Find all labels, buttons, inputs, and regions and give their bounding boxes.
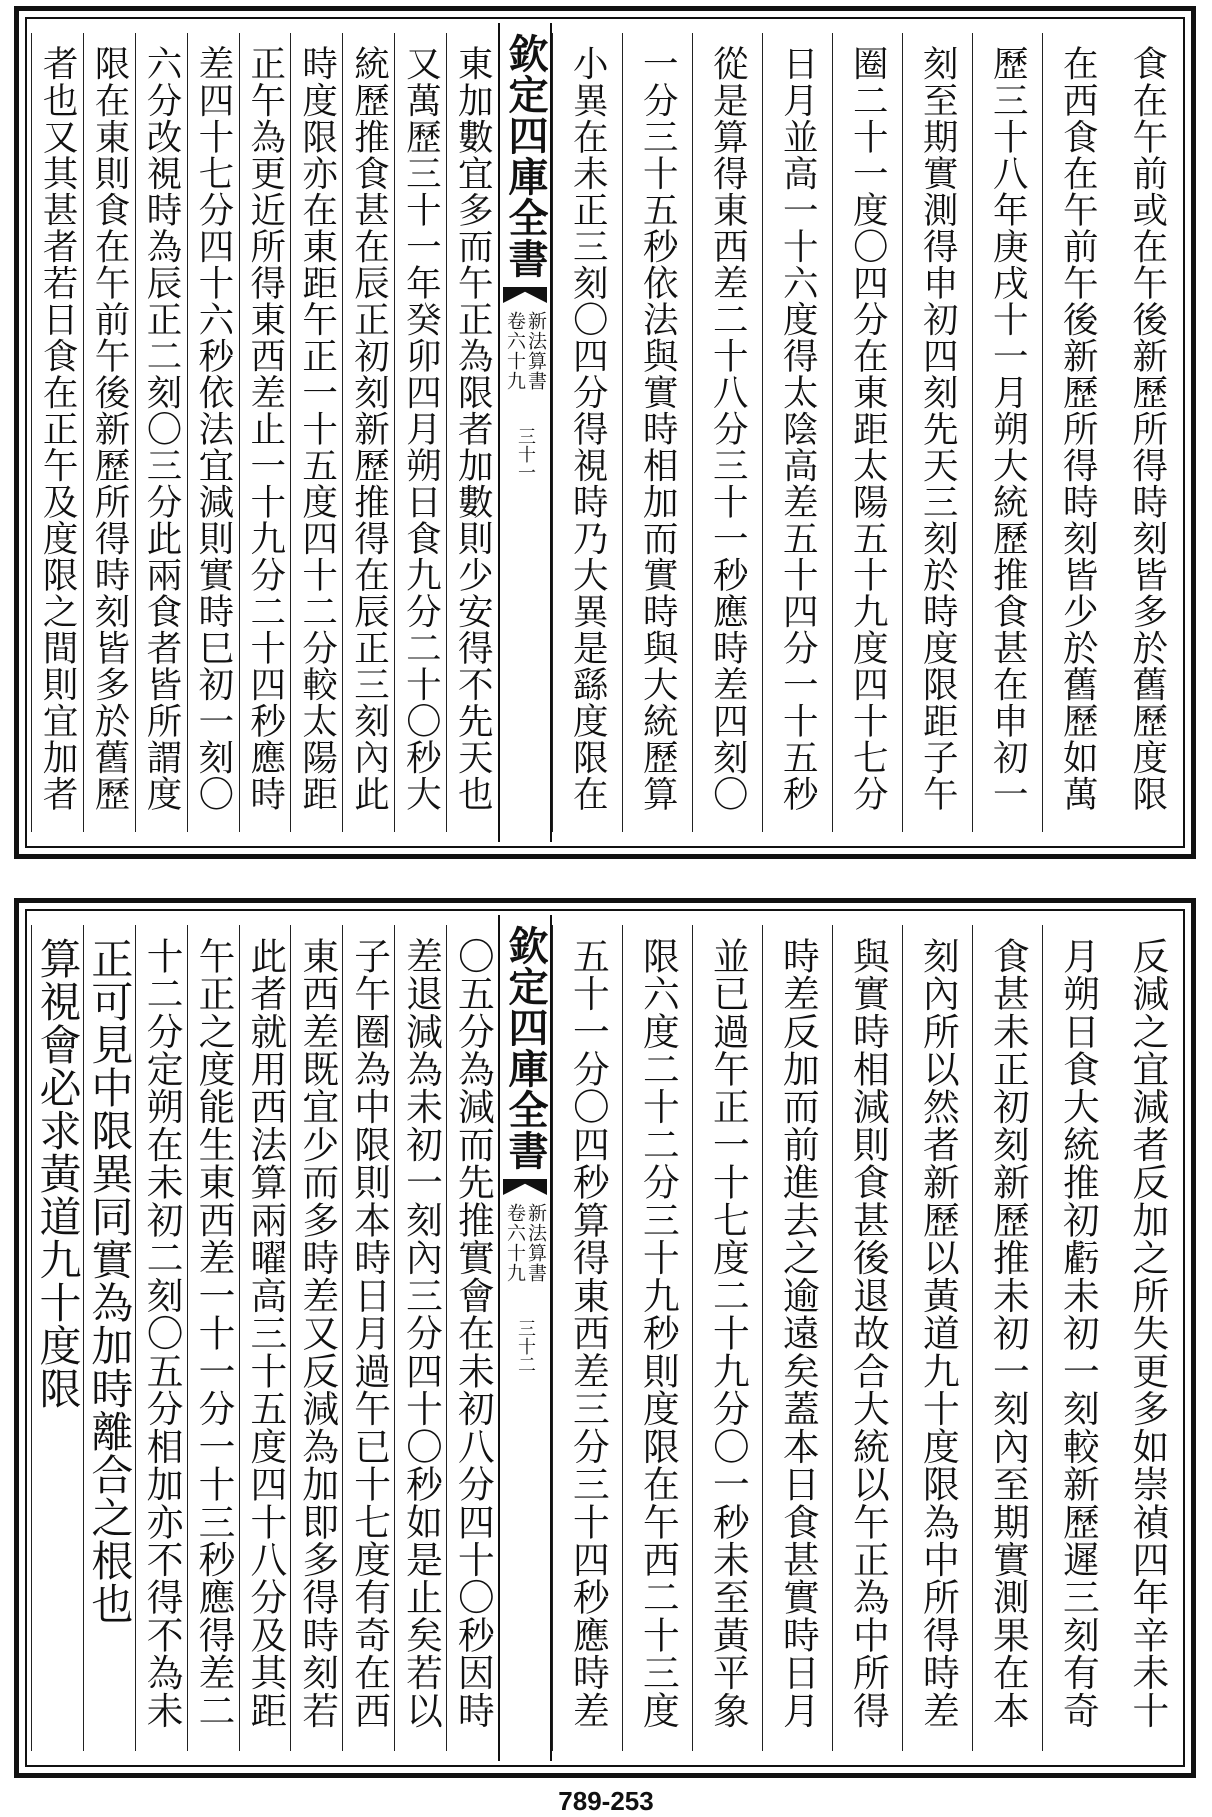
text-column [692,33,762,832]
volume-number: 卷六十九 [504,311,526,391]
text-column [622,925,692,1751]
text-column [239,33,291,832]
text-column [239,925,291,1751]
text-column [972,925,1042,1751]
text-column [31,925,83,1751]
column-text: 者也又其甚者若日食在正午及度限之間則宜加者 [37,45,79,812]
fishtail-mark [503,287,547,303]
text-column [83,925,135,1751]
center-subtitles [505,1203,545,1283]
column-text: 歷三十八年庚戌十一月朔大統歷推食甚在申初一 [987,45,1029,812]
column-text: 此者就用西法算兩曜高三十五度四十八分及其距 [244,937,288,1730]
center-subtitles [505,311,545,391]
column-text: 時差反加而前進去之逾遠矣蓋本日食甚實時日月 [776,937,820,1730]
text-column [394,925,446,1751]
folio-number: 三十一 [515,427,536,481]
text-column [394,33,446,832]
column-text: 圈二十一度〇四分在東距太陽五十九度四十七分 [847,45,889,812]
text-column [762,925,832,1751]
page-top [14,6,1196,859]
column-text: 正可見中限異同實為加時離合之根也 [85,937,135,1625]
column-text: 限在東則食在午前午後新歷所得時刻皆多於舊歷 [89,45,131,812]
column-text: 差四十七分四十六秒依法宜減則實時巳初一刻〇 [192,45,234,812]
text-column [762,33,832,832]
library-title: 欽定四庫全書 [502,33,549,279]
column-text: 小異在未正三刻〇四分得視時乃大異是繇度限在 [567,45,609,812]
text-column [446,925,498,1751]
column-text: 並已過午正一十七度二十九分〇一秒未至黃平象 [706,937,750,1730]
column-text: 又萬歷三十一年癸卯四月朔日食九分二十〇秒大 [400,45,442,812]
library-title: 欽定四庫全書 [502,925,549,1171]
center-fold [498,23,552,842]
column-text: 午正之度能生東西差一十一分一十三秒應得差二 [192,937,236,1730]
column-text: 十二分定朔在未初二刻〇五分相加亦不得不為未 [140,937,184,1730]
text-column [31,33,83,832]
column-text: 算視會必求黃道九十度限 [33,937,83,1410]
text-column [972,33,1042,832]
column-text: 月朔日食大統推初虧未初一刻較新歷遲三刻有奇 [1056,937,1100,1730]
column-text: 東加數宜多而午正為限者加數則少安得不先天也 [452,45,494,812]
text-column [552,33,622,832]
text-column [342,33,394,832]
fishtail-mark [503,1179,547,1195]
column-text: 在西食在午前午後新歷所得時刻皆少於舊歷如萬 [1057,45,1099,812]
text-column [1042,925,1112,1751]
column-text: 東西差既宜少而多時差又反減為加即多得時刻若 [296,937,340,1730]
text-column [342,925,394,1751]
text-column [692,925,762,1751]
column-text: 正午為更近所得東西差止一十九分二十四秒應時 [244,45,286,812]
volume-number: 卷六十九 [504,1203,526,1283]
center-fold [498,915,552,1761]
text-column [290,33,342,832]
folio-number: 三十二 [515,1319,536,1373]
column-text: 反減之宜減者反加之所失更多如崇禎四年辛未十 [1126,937,1170,1730]
column-text: 〇五分為減而先推實會在未初八分四十〇秒因時 [451,937,495,1730]
text-column [135,33,187,832]
book-title: 新法算書 [525,1203,547,1283]
text-column [832,33,902,832]
text-column [552,925,622,1751]
column-text: 六分改視時為辰正二刻〇三分此兩食者皆所謂度 [140,45,182,812]
text-column [622,33,692,832]
column-text: 刻至期實測得申初四刻先天三刻於時度限距子午 [917,45,959,812]
column-text: 統歷推食甚在辰正初刻新歷推得在辰正三刻內此 [348,45,390,812]
text-column [290,925,342,1751]
column-text: 子午圈為中限則本時日月過午已十七度有奇在西 [348,937,392,1730]
text-column [1112,33,1182,832]
column-text: 從是算得東西差二十八分三十一秒應時差四刻〇 [707,45,749,812]
text-column [187,33,239,832]
text-column [902,33,972,832]
text-column [83,33,135,832]
column-text: 差退減為未初一刻內三分四十〇秒如是止矣若以 [400,937,444,1730]
text-column [1112,925,1182,1751]
book-title: 新法算書 [525,311,547,391]
text-column [135,925,187,1751]
page-code: 789-253 [558,1786,654,1816]
text-column [446,33,498,832]
text-column [832,925,902,1751]
page-bottom [14,898,1196,1778]
text-column [902,925,972,1751]
text-column [1042,33,1112,832]
column-text: 食甚未正初刻新歷推未初一刻內至期實測果在本 [986,937,1030,1730]
column-text: 時度限亦在東距午正一十五度四十二分較太陽距 [296,45,338,812]
column-text: 刻內所以然者新歷以黃道九十度限為中所得時差 [916,937,960,1730]
text-column [187,925,239,1751]
column-text: 食在午前或在午後新歷所得時刻皆多於舊歷度限 [1126,45,1168,812]
column-text: 日月並高一十六度得太陰高差五十四分一十五秒 [777,45,819,812]
column-text: 與實時相減則食甚後退故合大統以午正為中所得 [846,937,890,1730]
column-text: 限六度二十二分三十九秒則度限在午西二十三度 [636,937,680,1730]
column-text: 一分三十五秒依法與實時相加而實時與大統歷算 [637,45,679,812]
column-text: 五十一分〇四秒算得東西差三分三十四秒應時差 [566,937,610,1730]
